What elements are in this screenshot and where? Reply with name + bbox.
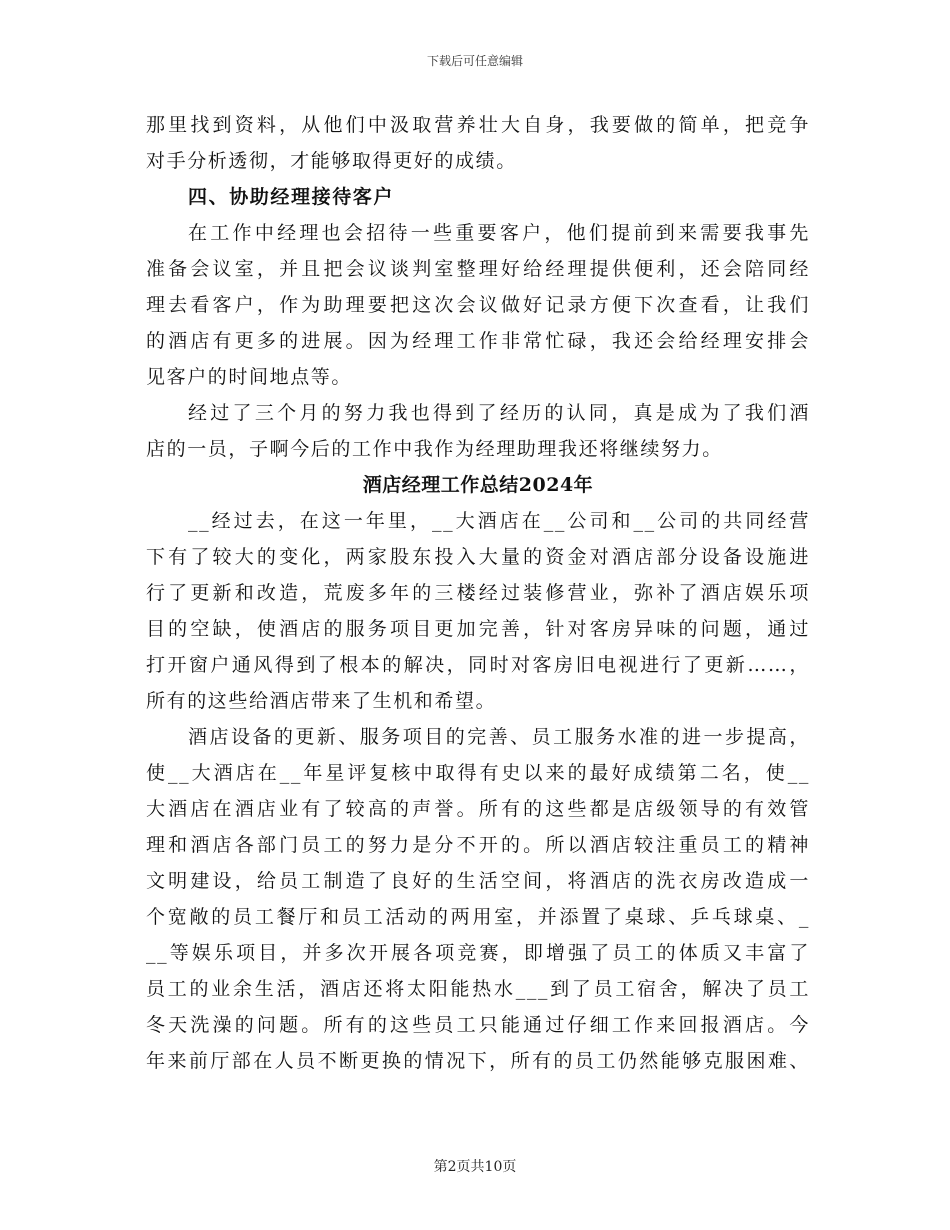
body-line: 下有了较大的变化，两家股东投入大量的资金对酒店部分设备设施进 — [146, 546, 810, 568]
body-line: 见客户的时间地点等。 — [146, 366, 353, 388]
body-line: 经过了三个月的努力我也得到了经历的认同，真是成为了我们酒 — [188, 402, 810, 424]
body-line: 那里找到资料，从他们中汲取营养壮大自身，我要做的简单，把竞争 — [146, 114, 810, 136]
page-header-note: 下载后可任意编辑 — [426, 54, 523, 68]
body-line: 在工作中经理也会招待一些重要客户，他们提前到来需要我事先 — [188, 222, 810, 244]
body-line: 准备会议室，并且把会议谈判室整理好给经理提供便利，还会陪同经 — [146, 258, 810, 280]
body-line: 酒店设备的更新、服务项目的完善、员工服务水准的进一步提高， — [188, 726, 810, 748]
page-number-footer: 第2页共10页 — [433, 1159, 517, 1175]
body-line: 目的空缺，使酒店的服务项目更加完善，针对客房异味的问题，通过 — [146, 618, 810, 640]
body-line: 员工的业余生活，酒店还将太阳能热水___到了员工宿舍，解决了员工 — [146, 978, 810, 1000]
body-line: __经过去，在这一年里，__大酒店在__公司和__公司的共同经营 — [188, 510, 810, 532]
body-line: 大酒店在酒店业有了较高的声誉。所有的这些都是店级领导的有效管 — [146, 798, 810, 820]
body-line: 对手分析透彻，才能够取得更好的成绩。 — [146, 150, 517, 172]
body-line: 文明建设，给员工制造了良好的生活空间，将酒店的洗衣房改造成一 — [146, 870, 810, 892]
body-line: 店的一员，子啊今后的工作中我作为经理助理我还将继续努力。 — [146, 438, 723, 460]
document-title: 酒店经理工作总结2024年 — [362, 474, 594, 496]
document-body — [146, 107, 810, 1079]
body-line: 打开窗户通风得到了根本的解决，同时对客房旧电视进行了更新……， — [146, 654, 810, 676]
body-line: 冬天洗澡的问题。所有的这些员工只能通过仔细工作来回报酒店。今 — [146, 1014, 810, 1036]
body-line: 个宽敞的员工餐厅和员工活动的两用室，并添置了桌球、乒乓球桌、_ — [146, 906, 810, 928]
body-line: 使__大酒店在__年星评复核中取得有史以来的最好成绩第二名，使__ — [146, 762, 810, 784]
body-line: 的酒店有更多的进展。因为经理工作非常忙碌，我还会给经理安排会 — [146, 330, 810, 352]
body-line: 所有的这些给酒店带来了生机和希望。 — [146, 690, 497, 712]
body-line: 年来前厅部在人员不断更换的情况下，所有的员工仍然能够克服困难、 — [146, 1050, 810, 1072]
body-line: 行了更新和改造，荒废多年的三楼经过装修营业，弥补了酒店娱乐项 — [146, 582, 810, 604]
section-heading: 四、协助经理接待客户 — [188, 186, 395, 208]
body-line: 理去看客户，作为助理要把这次会议做好记录方便下次查看，让我们 — [146, 294, 810, 316]
body-line: __等娱乐项目，并多次开展各项竞赛，即增强了员工的体质又丰富了 — [146, 942, 810, 964]
body-line: 理和酒店各部门员工的努力是分不开的。所以酒店较注重员工的精神 — [146, 834, 810, 856]
